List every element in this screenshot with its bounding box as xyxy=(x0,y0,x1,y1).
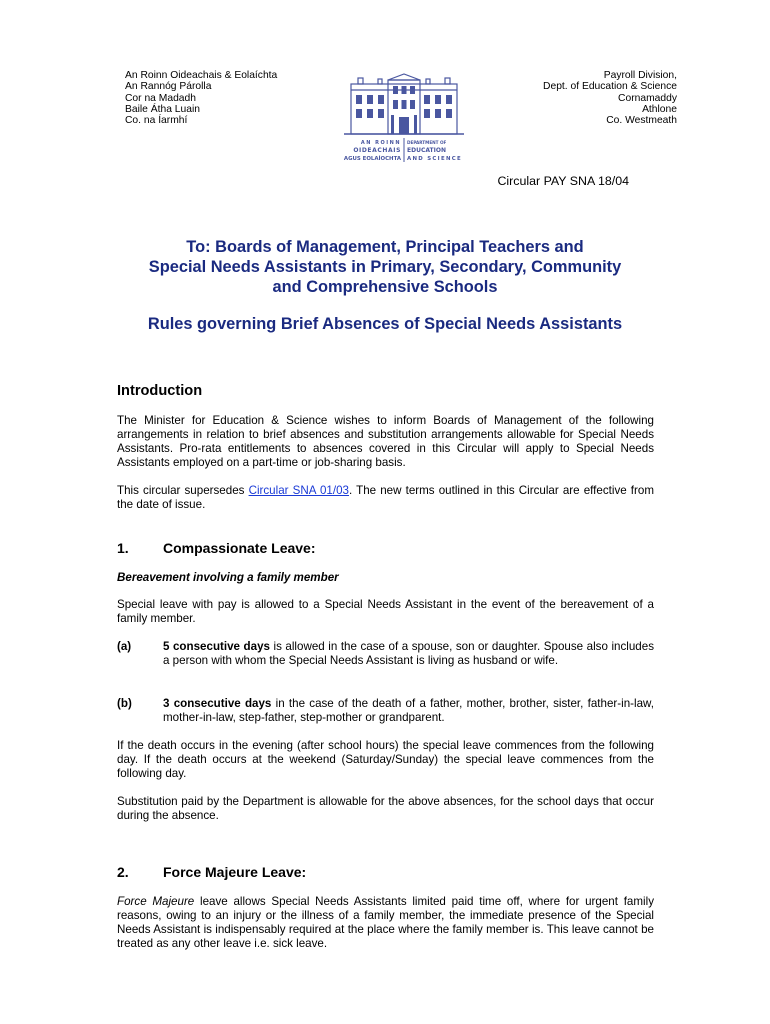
section-number: 1. xyxy=(117,540,129,556)
address-line: Co. Westmeath xyxy=(606,115,677,127)
list-item-label: (a) xyxy=(117,640,132,653)
paragraph-text: Special leave with pay is allowed to a Special Needs Assistant in the event of the bereavement of a family member. xyxy=(117,598,654,625)
list-item-b xyxy=(117,697,654,725)
department-building-icon xyxy=(334,70,474,165)
section-2-heading xyxy=(117,864,306,880)
paragraph-text: This circular supersedes xyxy=(117,484,249,497)
address-line: An Rannóg Párolla xyxy=(125,81,212,93)
paragraph-text: leave allows Special Needs Assistants limited paid time off, where for urgent family reasons, owing to an injury or the illness of a family member, the immediate presence of the Special Needs Assistant is indispensably required at the place where the family member is. This leave cannot be treated as any other leave i.e. sick leave. xyxy=(117,895,654,950)
address-line: Cor na Madadh xyxy=(125,92,196,104)
section-1-heading xyxy=(117,540,316,556)
section-title: Compassionate Leave: xyxy=(163,540,316,556)
address-line: Cornamaddy xyxy=(618,92,677,104)
death-timing-paragraph xyxy=(117,739,654,781)
circular-reference: Circular PAY SNA 18/04 xyxy=(497,174,629,188)
heading-line: To: Boards of Management, Principal Teachers and xyxy=(186,238,584,256)
logo-english-line2: EDUCATION xyxy=(407,147,446,154)
irish-address-block xyxy=(125,70,277,126)
paragraph-text: is allowed in the case of a spouse, son or daughter. Spouse also includes a person with whom the Special Needs Assistant is living as husband or wife. xyxy=(163,640,654,667)
address-line: Co. na Íarmhí xyxy=(125,115,188,127)
list-item-a xyxy=(117,640,654,668)
english-address-block xyxy=(543,70,677,126)
heading-line: and Comprehensive Schools xyxy=(272,278,498,296)
department-logo xyxy=(334,70,474,165)
address-line: An Roinn Oideachais & Eolaíchta xyxy=(125,70,278,81)
list-item-label: (b) xyxy=(117,697,132,710)
emphasis-text: 3 consecutive days xyxy=(163,697,272,710)
section-number: 2. xyxy=(117,864,129,880)
document-subtitle: Rules governing Brief Absences of Special Needs Assistants xyxy=(147,315,623,333)
emphasis-text: 5 consecutive days xyxy=(163,640,270,653)
logo-irish-line3: AGUS EOLAÍOCHTA xyxy=(343,156,401,162)
address-line: Dept. of Education & Science xyxy=(543,81,677,93)
address-line: Athlone xyxy=(642,103,677,115)
circular-sna-link[interactable]: Circular SNA 01/03 xyxy=(248,484,349,497)
substitution-paragraph xyxy=(117,795,654,823)
paragraph-text: . The new terms outlined in this Circular are effective from the date of issue. xyxy=(117,484,654,511)
logo-irish-line1: AN ROINN xyxy=(360,140,401,146)
section-title: Force Majeure Leave: xyxy=(163,864,307,880)
logo-english-line3: AND SCIENCE xyxy=(407,156,463,162)
supersedes-paragraph xyxy=(117,484,654,512)
special-leave-paragraph xyxy=(117,598,654,626)
logo-english-line1: DEPARTMENT OF xyxy=(407,140,447,145)
paragraph-text: Substitution paid by the Department is allowable for the above absences, for the school days that occur during the absence. xyxy=(117,795,654,822)
bereavement-subheading: Bereavement involving a family member xyxy=(117,571,339,584)
introduction-heading: Introduction xyxy=(117,383,203,399)
logo-irish-line2: OIDEACHAIS xyxy=(353,147,401,154)
paragraph-text: The Minister for Education & Science wishes to inform Boards of Management of the following arrangements in relation to brief absences and substitution arrangements allowable for Special Needs Assistants. Pro-rata entitlements to absences covered in this Circular will apply to Special Needs Assistants employed on a part-time or job-sharing basis. xyxy=(117,414,654,469)
address-line: Baile Átha Luain xyxy=(125,103,200,115)
force-majeure-paragraph xyxy=(117,895,654,951)
paragraph-text: If the death occurs in the evening (after school hours) the special leave commences from the following day. If the death occurs at the weekend (Saturday/Sunday) the special leave commences from the following day. xyxy=(117,739,654,780)
emphasis-text: Force Majeure xyxy=(117,895,195,908)
address-line: Payroll Division, xyxy=(603,70,677,81)
document-heading xyxy=(100,237,670,334)
paragraph-text: in the case of the death of a father, mother, brother, sister, father-in-law, mother-in-law, step-father, step-mother or grandparent. xyxy=(163,697,654,724)
heading-line: Special Needs Assistants in Primary, Secondary, Community xyxy=(148,258,622,276)
introduction-paragraph xyxy=(117,414,654,470)
